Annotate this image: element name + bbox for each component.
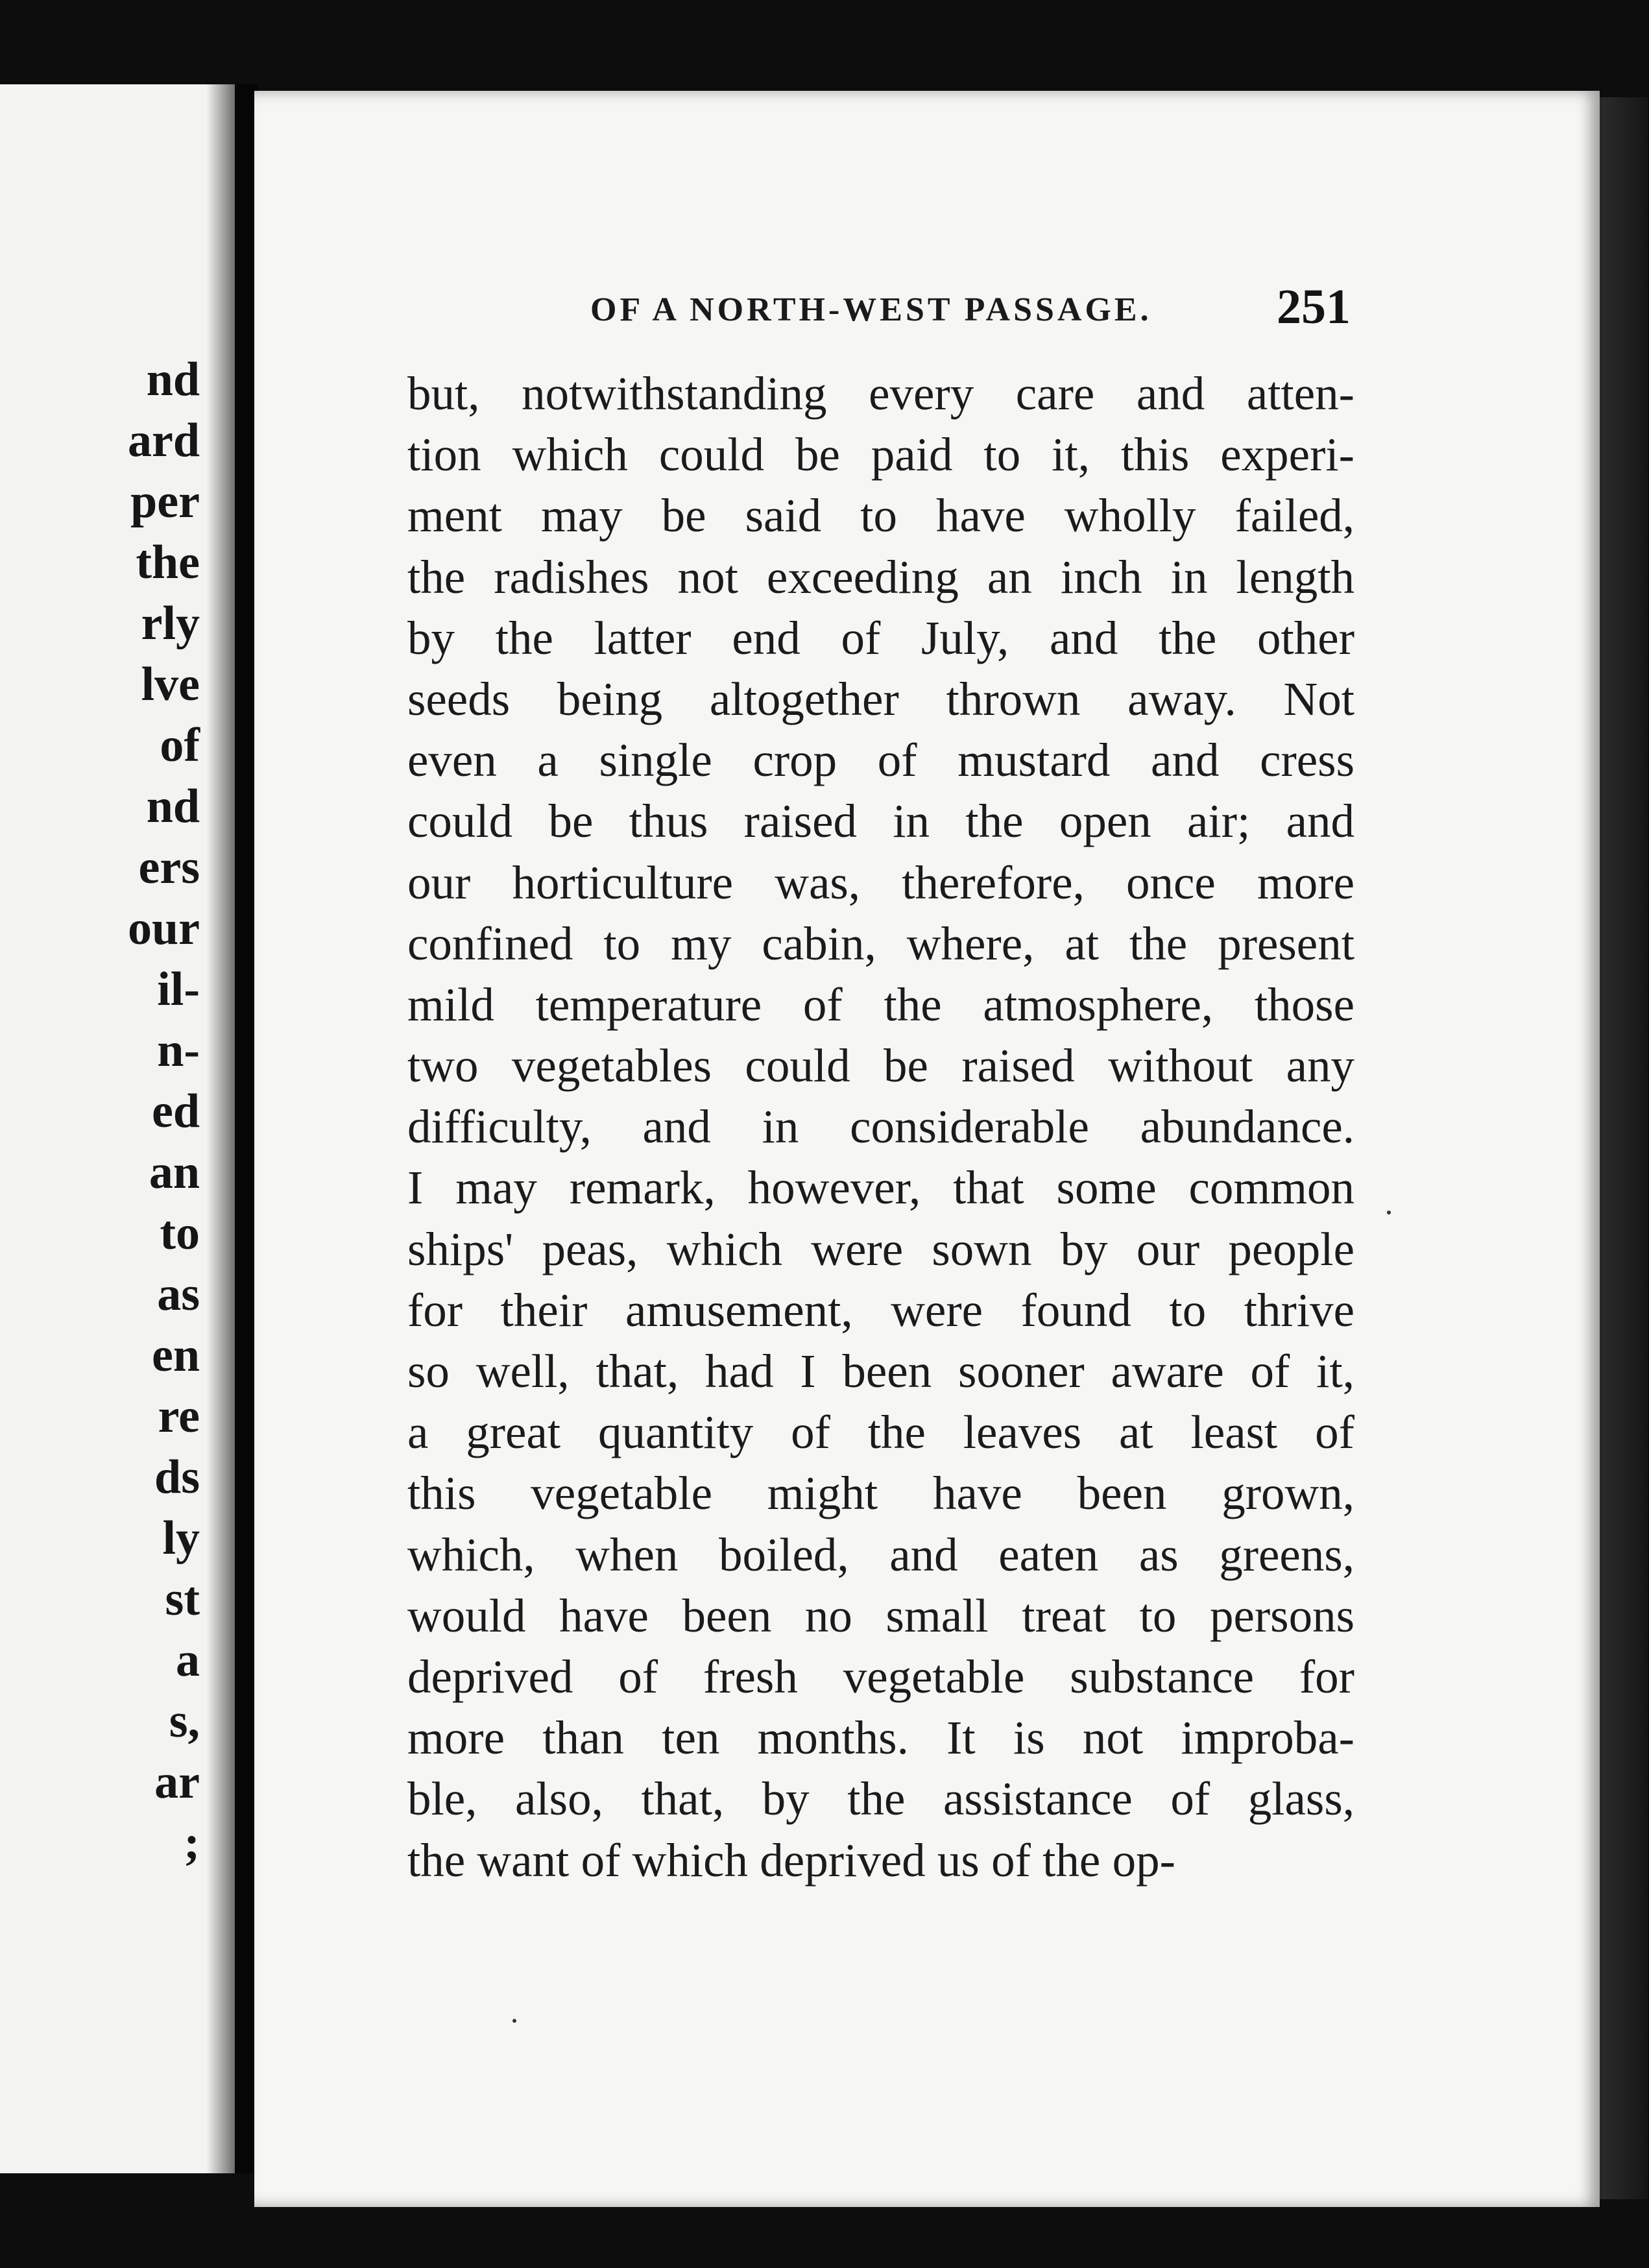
- left-page-fragment: of: [160, 719, 200, 772]
- page-number: 251: [1277, 280, 1351, 334]
- left-page: [0, 84, 235, 2173]
- text-line: so well, that, had I been sooner aware of it,: [407, 1345, 1354, 1397]
- book-gutter-shadow: [206, 84, 258, 2173]
- left-page-fragment: per: [130, 475, 200, 528]
- left-page-fragment: ers: [138, 841, 200, 894]
- left-page-fragment: ar: [154, 1755, 200, 1809]
- left-page-fragment: our: [128, 902, 200, 955]
- text-line: confined to my cabin, where, at the present: [407, 917, 1354, 970]
- left-page-fragment: nd: [146, 780, 200, 833]
- left-page-fragment: as: [157, 1268, 200, 1321]
- text-line: deprived of fresh vegetable substance for: [407, 1650, 1354, 1703]
- text-line: even a single crop of mustard and cress: [407, 734, 1354, 787]
- left-page-fragment: ;: [184, 1816, 200, 1870]
- running-head: OF A NORTH-WEST PASSAGE.: [590, 291, 1152, 328]
- left-page-fragment: to: [160, 1207, 200, 1260]
- left-page-fragment: il-: [157, 963, 200, 1016]
- body-text: [407, 363, 1354, 1891]
- left-page-fragment: re: [158, 1390, 200, 1443]
- text-line: could be thus raised in the open air; and: [407, 795, 1354, 848]
- text-line: a great quantity of the leaves at least of: [407, 1406, 1354, 1459]
- ink-speck: [512, 2019, 516, 2023]
- left-page-fragment: an: [149, 1146, 200, 1199]
- text-line: our horticulture was, therefore, once more: [407, 856, 1354, 909]
- text-line: the radishes not exceeding an inch in length: [407, 550, 1354, 603]
- left-page-fragment: en: [152, 1329, 200, 1382]
- text-line: ships' peas, which were sown by our people: [407, 1222, 1354, 1275]
- text-line: the want of which deprived us of the op-: [407, 1833, 1175, 1887]
- left-page-fragment: ed: [152, 1085, 200, 1138]
- text-line: ble, also, that, by the assistance of glass,: [407, 1772, 1354, 1826]
- ink-speck: [1387, 1211, 1391, 1214]
- left-page-fragment: lve: [141, 658, 200, 711]
- left-page-fragment: nd: [146, 353, 200, 406]
- text-line: more than ten months. It is not improba-: [407, 1711, 1354, 1765]
- text-line: two vegetables could be raised without any: [407, 1039, 1354, 1092]
- left-page-fragment: st: [165, 1573, 200, 1626]
- text-line: mild temperature of the atmosphere, those: [407, 978, 1354, 1031]
- left-page-fragment: ly: [162, 1512, 200, 1565]
- left-page-fragment: n-: [157, 1024, 200, 1077]
- left-page-fragment: s,: [169, 1695, 200, 1748]
- left-page-fragment: the: [136, 536, 200, 589]
- text-line: for their amusement, were found to thrive: [407, 1283, 1354, 1336]
- text-line: which, when boiled, and eaten as greens,: [407, 1528, 1354, 1581]
- text-line: seeds being altogether thrown away. Not: [407, 672, 1354, 725]
- text-line: ment may be said to have wholly failed,: [407, 489, 1354, 542]
- text-line: would have been no small treat to persons: [407, 1589, 1354, 1642]
- text-line: I may remark, however, that some common: [407, 1161, 1354, 1214]
- left-page-fragment: rly: [141, 597, 200, 650]
- left-page-fragment: ds: [154, 1451, 200, 1504]
- left-page-fragment: ard: [128, 414, 200, 467]
- text-line: by the latter end of July, and the other: [407, 611, 1354, 664]
- text-line: difficulty, and in considerable abundance.: [407, 1100, 1354, 1153]
- text-line: this vegetable might have been grown,: [407, 1467, 1354, 1520]
- left-page-fragment: a: [176, 1634, 200, 1687]
- text-line: tion which could be paid to it, this experi-: [407, 428, 1354, 481]
- text-line: but, notwithstanding every care and atten-: [407, 367, 1354, 420]
